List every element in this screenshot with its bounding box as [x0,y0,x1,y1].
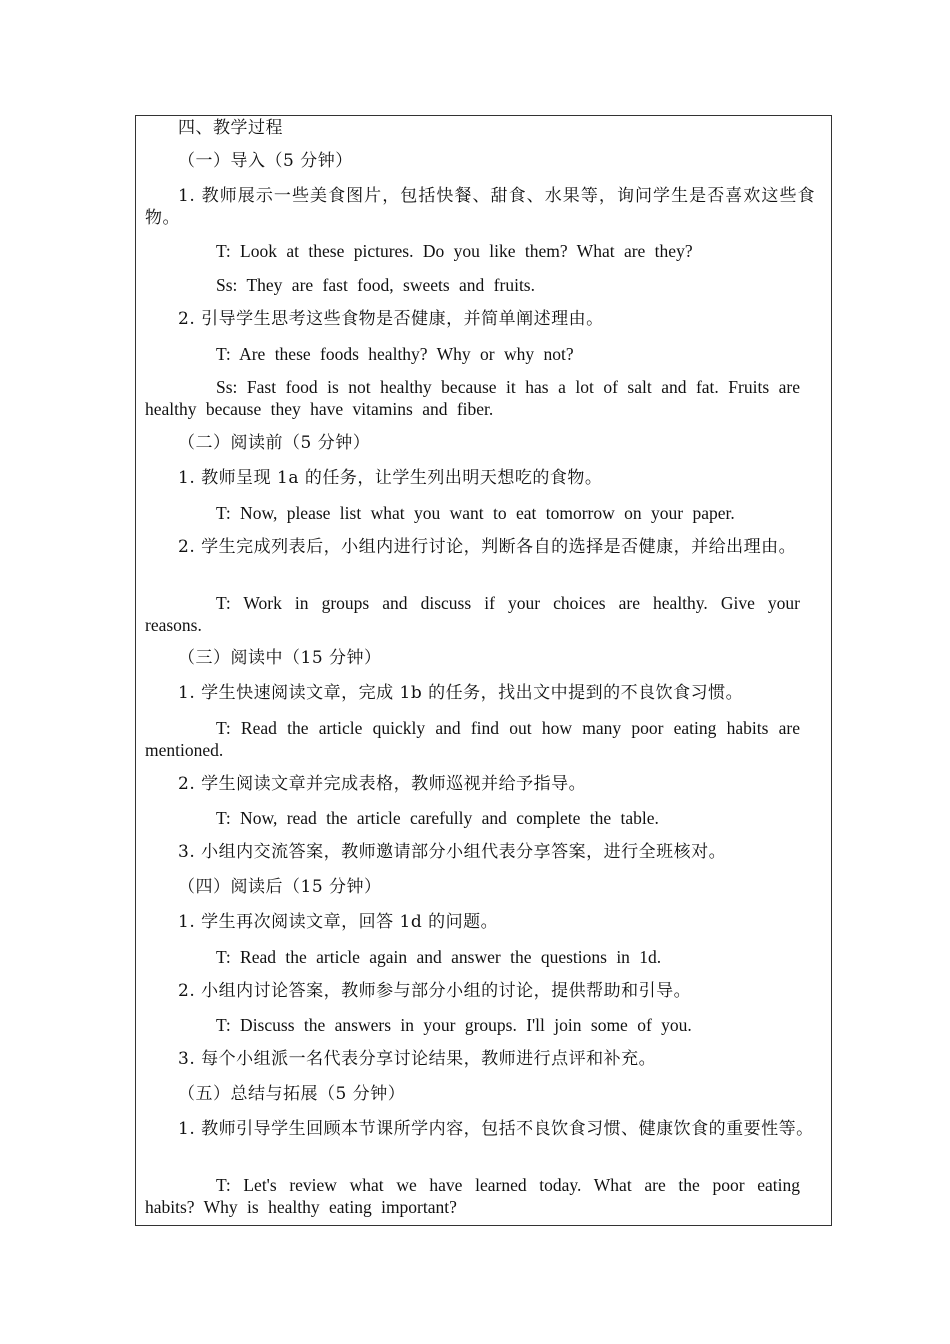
paragraph: 1. 学生快速阅读文章，完成 1b 的任务，找出文中提到的不良饮食习惯。 [178,683,744,703]
paragraph: 2. 引导学生思考这些食物是否健康，并简单阐述理由。 [178,309,604,329]
paragraph: 3. 小组内交流答案，教师邀请部分小组代表分享答案，进行全班核对。 [178,842,727,862]
paragraph: 1. 教师引导学生回顾本节课所学内容，包括不良饮食习惯、健康饮食的重要性等。 [178,1119,814,1139]
dialogue-line: T: Let's review what we have learned today. What are the poor eating habits? Why is healthy eating important? [145,1175,800,1217]
paragraph: 1. 学生再次阅读文章，回答 1d 的问题。 [178,912,499,932]
step-heading: （一）导入（5 分钟） [178,151,353,171]
paragraph: 3. 每个小组派一名代表分享讨论结果，教师进行点评和补充。 [178,1049,657,1069]
paragraph: 2. 小组内讨论答案，教师参与部分小组的讨论，提供帮助和引导。 [178,981,692,1001]
paragraph: 1. 教师呈现 1a 的任务，让学生列出明天想吃的食物。 [178,468,603,488]
dialogue-line: T: Read the article quickly and find out how many poor eating habits are mentioned. [145,718,800,760]
dialogue-line: T: Read the article again and answer the questions in 1d. [216,947,662,967]
dialogue-line: T: Now, read the article carefully and complete the table. [216,808,659,828]
dialogue-line: T: Look at these pictures. Do you like them? What are they? [216,241,693,261]
step-heading: （三）阅读中（15 分钟） [178,648,382,668]
step-heading: （五）总结与拓展（5 分钟） [178,1084,406,1104]
step-heading: （四）阅读后（15 分钟） [178,877,382,897]
paragraph: 1. 教师展示一些美食图片，包括快餐、甜食、水果等，询问学生是否喜欢这些食物。 [145,186,815,228]
step-heading: （二）阅读前（5 分钟） [178,433,371,453]
dialogue-line: Ss: Fast food is not healthy because it has a lot of salt and fat. Fruits are healthy because they have vitamins and fiber. [145,377,800,419]
dialogue-line: Ss: They are fast food, sweets and fruits. [216,275,535,295]
dialogue-line: T: Work in groups and discuss if your choices are healthy. Give your reasons. [145,593,800,635]
dialogue-line: T: Now, please list what you want to eat tomorrow on your paper. [216,503,735,523]
section-title: 四、教学过程 [178,118,283,138]
paragraph: 2. 学生完成列表后，小组内进行讨论，判断各自的选择是否健康，并给出理由。 [178,537,797,557]
dialogue-line: T: Discuss the answers in your groups. I'll join some of you. [216,1015,692,1035]
paragraph: 2. 学生阅读文章并完成表格，教师巡视并给予指导。 [178,774,587,794]
dialogue-line: T: Are these foods healthy? Why or why not? [216,344,574,364]
